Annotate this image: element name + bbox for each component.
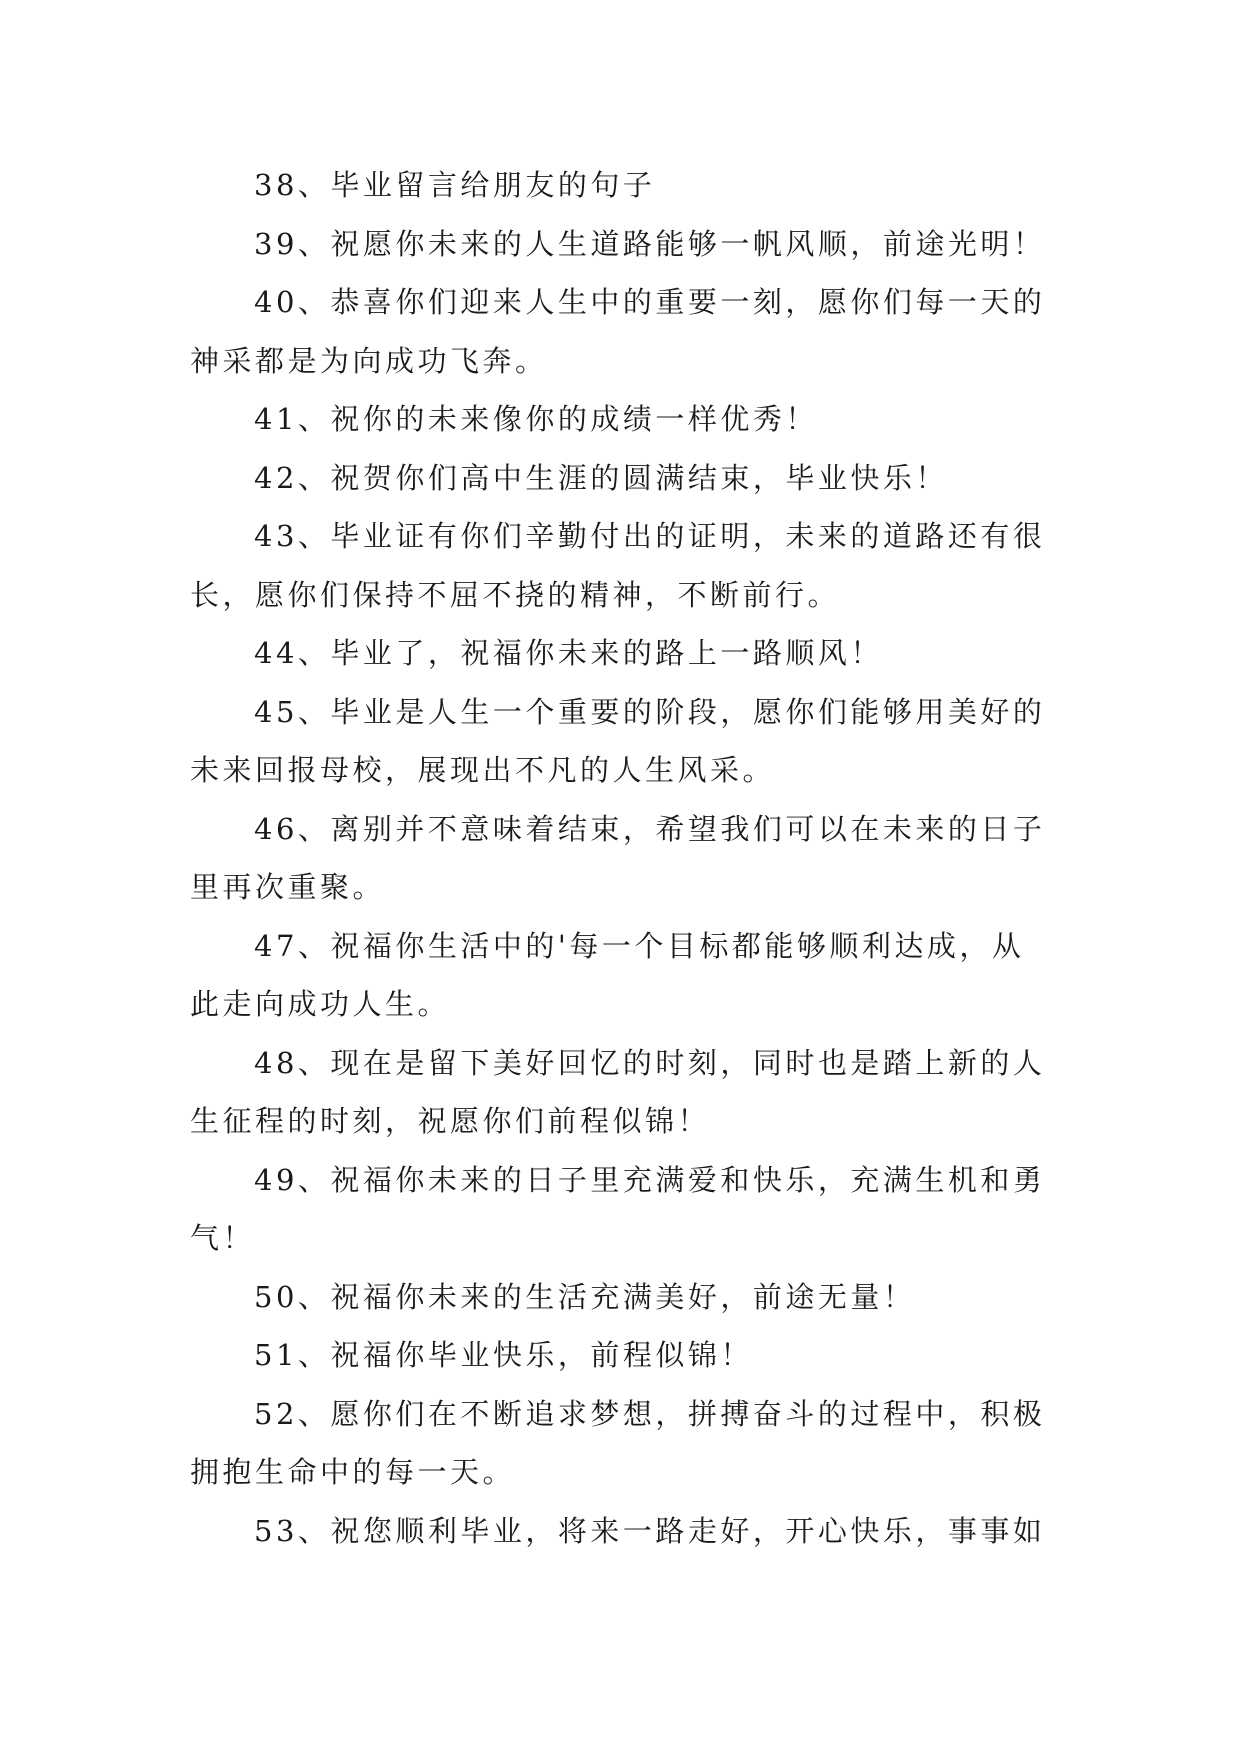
paragraph-49: 49、祝福你未来的日子里充满爱和快乐，充满生机和勇气！: [190, 1162, 1046, 1255]
paragraph-51: 51、祝福你毕业快乐，前程似锦！: [254, 1338, 753, 1372]
paragraph-43: 43、毕业证有你们辛勤付出的证明，未来的道路还有很长，愿你们保持不屈不挠的精神，不断前行。: [190, 519, 1046, 612]
paragraph-48: 48、现在是留下美好回忆的时刻，同时也是踏上新的人生征程的时刻，祝愿你们前程似锦！: [190, 1045, 1046, 1138]
paragraph-42: 42、祝贺你们高中生涯的圆满结束，毕业快乐！: [254, 460, 948, 495]
paragraph-47: 47、祝福你生活中的'每一个目标都能够顺利达成，从此走向成功人生。: [190, 928, 1025, 1021]
paragraph-45: 45、毕业是人生一个重要的阶段，愿你们能够用美好的未来回报母校，展现出不凡的人生风采。: [190, 694, 1046, 787]
paragraph-50: 50、祝福你未来的生活充满美好，前途无量！: [254, 1279, 916, 1314]
paragraph-39: 39、祝愿你未来的人生道路能够一帆风顺，前途光明！: [254, 226, 1046, 261]
paragraph-40: 40、恭喜你们迎来人生中的重要一刻，愿你们每一天的神采都是为向成功飞奔。: [190, 285, 1046, 378]
paragraph-44: 44、毕业了，祝福你未来的路上一路顺风！: [254, 636, 883, 670]
document-body: [190, 156, 1056, 1560]
paragraph-52: 52、愿你们在不断追求梦想，拼搏奋斗的过程中，积极拥抱生命中的每一天。: [190, 1396, 1046, 1489]
paragraph-53: 53、祝您顺利毕业，将来一路走好，开心快乐，事事如: [254, 1513, 1046, 1548]
paragraph-38: 38、毕业留言给朋友的句子: [254, 168, 656, 202]
paragraph-46: 46、离别并不意味着结束，希望我们可以在未来的日子里再次重聚。: [190, 811, 1046, 904]
paragraph-41: 41、祝你的未来像你的成绩一样优秀！: [254, 402, 818, 436]
